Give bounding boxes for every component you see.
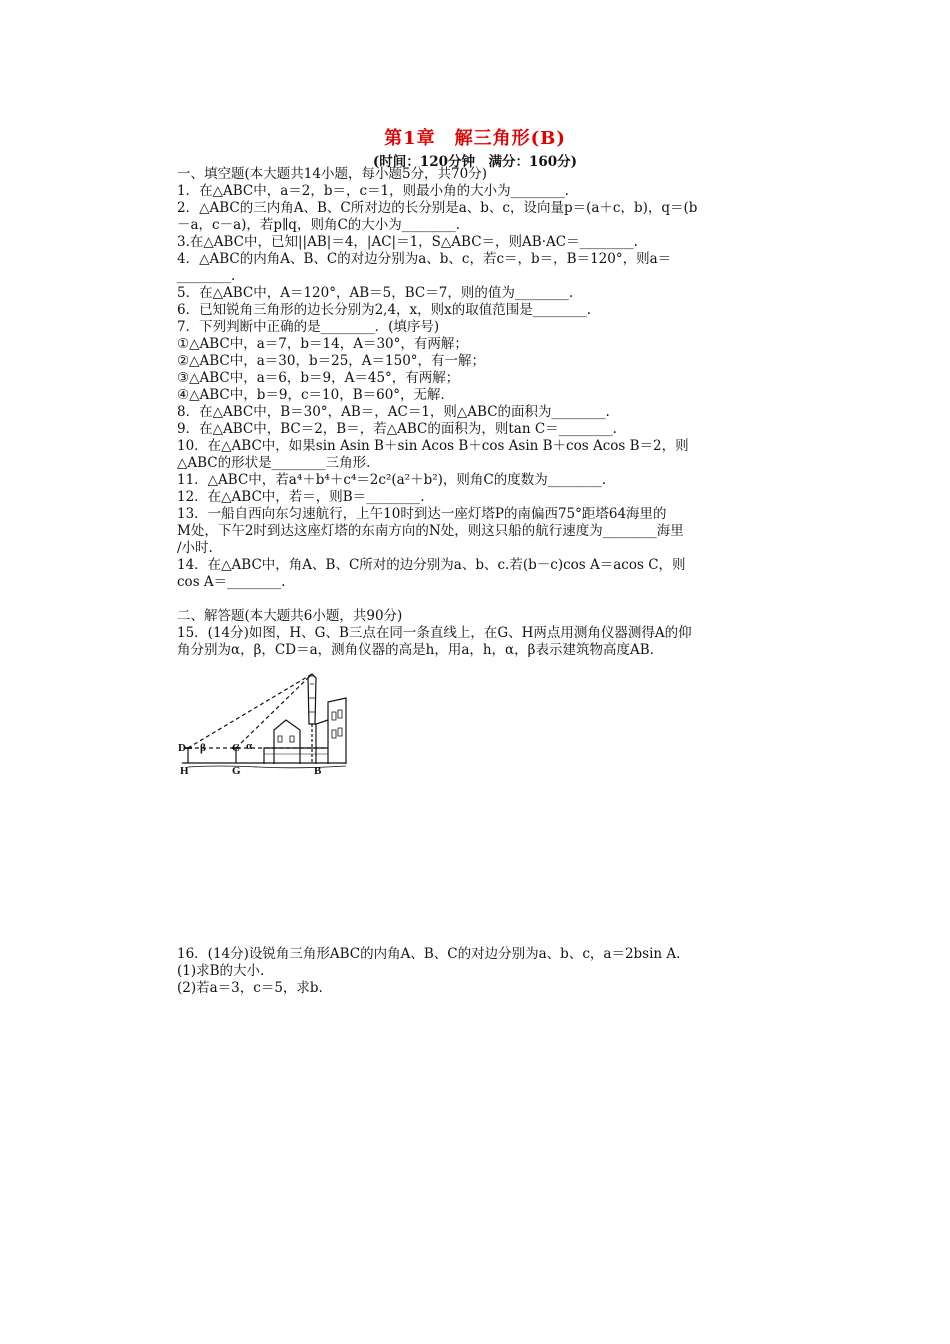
building-lighthouse-diagram-icon — [178, 664, 348, 776]
question-13-line-3: /小时. — [177, 540, 213, 556]
label-beta: β — [200, 742, 206, 754]
question-6: 6．已知锐角三角形的边长分别为2,4，x，则x的取值范围是________. — [177, 302, 592, 318]
question-16-part-2: (2)若a＝3，c＝5，求b. — [177, 980, 323, 996]
question-16-part-1: (1)求B的大小. — [177, 963, 265, 979]
question-4-line-2: ________. — [177, 268, 236, 284]
label-c: C — [232, 742, 240, 754]
label-h: H — [180, 765, 189, 776]
question-15-line-1: 15．(14分)如图，H、G、B三点在同一条直线上，在G、H两点用测角仪器测得A的仰 — [177, 625, 692, 641]
question-8: 8．在△ABC中，B＝30°，AB＝，AC＝1，则△ABC的面积为________. — [177, 404, 610, 420]
question-7: 7．下列判断中正确的是________．(填序号) — [177, 319, 440, 335]
question-7-option-1: ①△ABC中，a＝7，b＝14，A＝30°，有两解； — [177, 336, 468, 352]
label-g: G — [232, 765, 241, 776]
question-16-line-1: 16．(14分)设锐角三角形ABC的内角A、B、C的对边分别为a、b、c，a＝2bsin A. — [177, 946, 681, 962]
question-10-line-2: △ABC的形状是________三角形. — [177, 455, 371, 471]
question-2-line-1: 2．△ABC的三内角A、B、C所对边的长分别是a、b、c，设向量p＝(a＋c，b)，q＝(b — [177, 200, 698, 216]
section-heading-fill-blank: 一、填空题(本大题共14小题，每小题5分，共70分) — [177, 166, 487, 182]
question-7-option-4: ④△ABC中，b＝9，c＝10，B＝60°，无解． — [177, 387, 455, 403]
question-5: 5．在△ABC中，A＝120°，AB＝5，BC＝7，则的值为________. — [177, 285, 574, 301]
page-subtitle: (时间：120分钟 满分：160分) — [372, 154, 578, 170]
question-13-line-2: M处，下午2时到达这座灯塔的东南方向的N处，则这只船的航行速度为________海里 — [177, 523, 684, 539]
question-1: 1．在△ABC中，a＝2，b＝，c＝1，则最小角的大小为________. — [177, 183, 569, 199]
label-d: D — [178, 742, 186, 754]
question-14-line-2: cos A＝________. — [177, 574, 286, 590]
question-15-line-2: 角分别为α，β，CD＝a，测角仪器的高是h，用a，h，α，β表示建筑物高度AB. — [177, 642, 654, 658]
question-4-line-1: 4．△ABC的内角A、B、C的对边分别为a、b、c，若c＝，b＝，B＝120°，则a＝ — [177, 251, 672, 267]
question-3: 3.在△ABC中，已知||AB|＝4，|AC|＝1，S△ABC＝，则AB·AC＝________. — [177, 234, 638, 250]
question-13-line-1: 13．一船自西向东匀速航行，上午10时到达一座灯塔P的南偏西75°距塔64海里的 — [177, 506, 667, 522]
label-b: B — [314, 765, 322, 776]
question-2-line-2: －a，c－a)，若p∥q，则角C的大小为________. — [177, 217, 461, 233]
question-11: 11．△ABC中，若a⁴＋b⁴＋c⁴＝2c²(a²＋b²)，则角C的度数为________. — [177, 472, 607, 488]
question-14-line-1: 14．在△ABC中，角A、B、C所对的边分别为a、b、c.若(b－c)cos A＝acos C，则 — [177, 557, 686, 573]
question-7-option-3: ③△ABC中，a＝6，b＝9，A＝45°，有两解； — [177, 370, 460, 386]
question-12: 12．在△ABC中，若＝，则B＝________. — [177, 489, 425, 505]
question-10-line-1: 10．在△ABC中，如果sin Asin B＋sin Acos B＋cos Asin B＋cos Acos B＝2，则 — [177, 438, 689, 454]
question-7-option-2: ②△ABC中，a＝30，b＝25，A＝150°，有一解； — [177, 353, 486, 369]
section-heading-answer: 二、解答题(本大题共6小题，共90分) — [177, 608, 403, 624]
label-alpha: α — [246, 740, 253, 752]
page-title: 第1章 解三角形(B) — [384, 128, 566, 149]
question-9: 9．在△ABC中，BC＝2，B＝，若△ABC的面积为，则tan C＝________. — [177, 421, 617, 437]
